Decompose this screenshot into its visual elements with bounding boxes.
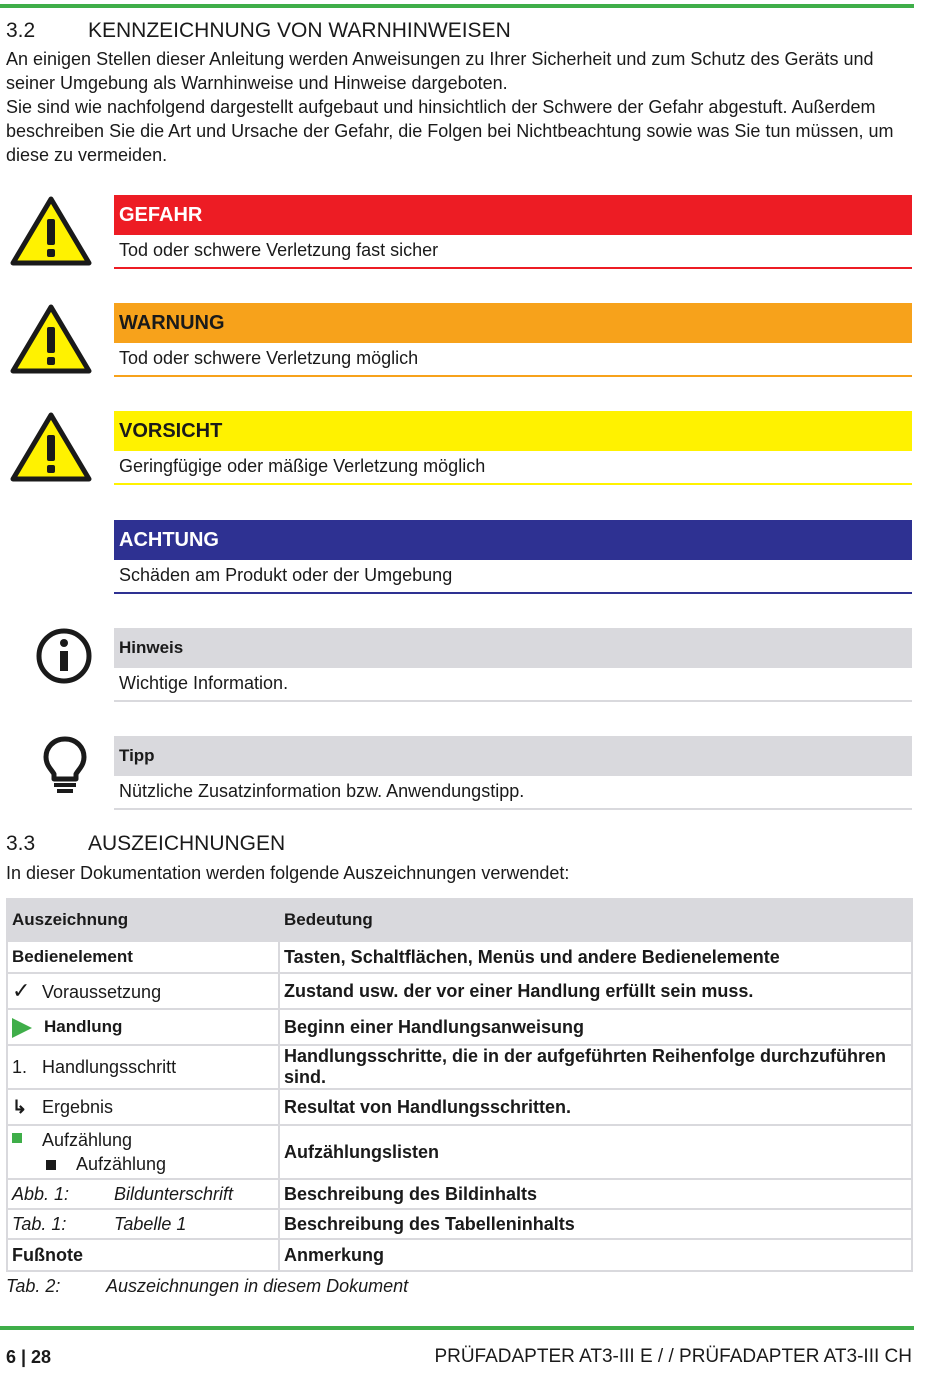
notice-gefahr bbox=[114, 195, 912, 269]
notice-divider bbox=[114, 592, 912, 594]
intro-line: In dieser Dokumentation werden folgende Auszeichnungen verwendet: bbox=[6, 863, 570, 883]
play-triangle-icon bbox=[12, 1018, 32, 1038]
top-rule bbox=[0, 4, 914, 8]
table-row bbox=[7, 1125, 912, 1179]
paragraph-line: An einigen Stellen dieser Anleitung werden Anweisungen zu Ihrer Sicherheit und zum Schutz des Geräts und bbox=[6, 49, 874, 69]
notice-divider bbox=[114, 483, 912, 485]
table-cell: Handlungsschritte, die in der aufgeführten Reihenfolge durchzuführen sind. bbox=[279, 1045, 912, 1089]
section-title: KENNZEICHNUNG VON WARNHINWEISEN bbox=[88, 19, 511, 42]
paragraph-line: Sie sind wie nachfolgend dargestellt aufgebaut und hinsichtlich der Schwere der Gefahr abgestuft. Außerdem bbox=[6, 97, 876, 117]
table-row bbox=[7, 1045, 912, 1089]
caption-label: Tab. 2: bbox=[6, 1276, 61, 1296]
notice-text: Tod oder schwere Verletzung fast sicher bbox=[119, 240, 439, 260]
page-number: 6 | 28 bbox=[6, 1347, 52, 1367]
step-number: 1. bbox=[12, 1056, 28, 1077]
table-cell: Aufzählungslisten bbox=[279, 1125, 912, 1179]
table-cell: Beginn einer Handlungsanweisung bbox=[279, 1009, 912, 1045]
intro-paragraph bbox=[6, 47, 916, 167]
markup-table bbox=[6, 898, 913, 1272]
table-header-cell: Bedeutung bbox=[279, 899, 912, 941]
table-cell bbox=[7, 973, 279, 1009]
notice-vorsicht bbox=[114, 411, 912, 485]
notice-text: Tod oder schwere Verletzung möglich bbox=[119, 348, 419, 368]
notice-divider bbox=[114, 808, 912, 810]
black-bullet-icon bbox=[46, 1160, 56, 1170]
notice-divider bbox=[114, 267, 912, 269]
paragraph-line: diese zu vermeiden. bbox=[6, 145, 168, 165]
cell-label: Handlung bbox=[44, 1017, 123, 1037]
table-cell: Zustand usw. der vor einer Handlung erfüllt sein muss. bbox=[279, 973, 912, 1009]
warning-triangle-icon bbox=[10, 303, 92, 375]
cell-label: Tabelle 1 bbox=[114, 1213, 187, 1234]
table-row bbox=[7, 1239, 912, 1271]
list-level-2 bbox=[12, 1152, 274, 1176]
warning-triangle-icon bbox=[10, 195, 92, 267]
green-bullet-icon bbox=[12, 1133, 22, 1143]
table-cell: Beschreibung des Tabelleninhalts bbox=[279, 1209, 912, 1239]
notice-label: VORSICHT bbox=[114, 411, 912, 451]
cell-label: Bildunterschrift bbox=[114, 1183, 234, 1204]
notice-text: Geringfügige oder mäßige Verletzung möglich bbox=[119, 456, 486, 476]
notice-text: Schäden am Produkt oder der Umgebung bbox=[119, 565, 453, 585]
table-row bbox=[7, 1009, 912, 1045]
notice-label: ACHTUNG bbox=[114, 520, 912, 560]
table-row bbox=[7, 1089, 912, 1125]
notice-divider bbox=[114, 700, 912, 702]
paragraph-line: seiner Umgebung als Warnhinweise und Hinweise dargeboten. bbox=[6, 73, 508, 93]
figure-label: Abb. 1: bbox=[12, 1183, 70, 1204]
table-row bbox=[7, 1179, 912, 1209]
cell-label: Voraussetzung bbox=[42, 982, 162, 1002]
cell-label: Handlungsschritt bbox=[42, 1056, 177, 1077]
paragraph-line: beschreiben Sie die Art und Ursache der Gefahr, die Folgen bei Nichtbeachtung sowie was Sie tun müssen, um bbox=[6, 121, 894, 141]
notice-divider bbox=[114, 375, 912, 377]
table-cell: Tasten, Schaltflächen, Menüs und andere Bedienelemente bbox=[279, 941, 912, 973]
notice-tipp bbox=[114, 736, 912, 810]
notice-hinweis bbox=[114, 628, 912, 702]
notice-text: Nützliche Zusatzinformation bzw. Anwendungstipp. bbox=[119, 781, 525, 801]
lightbulb-icon bbox=[42, 735, 88, 795]
info-icon bbox=[36, 628, 92, 684]
section-number: 3.3 bbox=[6, 832, 36, 855]
table-header-row bbox=[7, 899, 912, 941]
section-number: 3.2 bbox=[6, 19, 36, 42]
warning-triangle-icon bbox=[10, 411, 92, 483]
notice-label: GEFAHR bbox=[114, 195, 912, 235]
table-cell bbox=[7, 1125, 279, 1179]
list-level-1 bbox=[12, 1128, 274, 1152]
table-row bbox=[7, 1209, 912, 1239]
table-cell bbox=[7, 1009, 279, 1045]
checkmark-icon: ✓ bbox=[12, 978, 31, 1003]
cell-label: Aufzählung bbox=[42, 1130, 133, 1150]
table-row bbox=[7, 941, 912, 973]
table-cell: Resultat von Handlungsschritten. bbox=[279, 1089, 912, 1125]
notice-label: WARNUNG bbox=[114, 303, 912, 343]
bottom-rule bbox=[0, 1326, 914, 1330]
table-cell: Anmerkung bbox=[279, 1239, 912, 1271]
table-header-cell: Auszeichnung bbox=[7, 899, 279, 941]
table-cell: Fußnote bbox=[7, 1239, 279, 1271]
section-title: AUSZEICHNUNGEN bbox=[88, 832, 286, 855]
notice-label: Tipp bbox=[114, 736, 912, 776]
result-arrow-icon: ↳ bbox=[12, 1096, 28, 1117]
table-cell: Bedienelement bbox=[7, 941, 279, 973]
section-intro bbox=[6, 861, 916, 885]
table-label: Tab. 1: bbox=[12, 1213, 67, 1234]
document-title: PRÜFADAPTER AT3-III E / / PRÜFADAPTER AT3-III CH bbox=[434, 1346, 912, 1367]
caption-text: Auszeichnungen in diesem Dokument bbox=[106, 1276, 409, 1296]
table-cell bbox=[7, 1179, 279, 1209]
notice-warnung bbox=[114, 303, 912, 377]
table-cell bbox=[7, 1089, 279, 1125]
table-cell bbox=[7, 1209, 279, 1239]
notice-achtung bbox=[114, 520, 912, 594]
table-row bbox=[7, 973, 912, 1009]
notice-label: Hinweis bbox=[114, 628, 912, 668]
table-cell bbox=[7, 1045, 279, 1089]
cell-label: Aufzählung bbox=[76, 1154, 167, 1174]
notice-text: Wichtige Information. bbox=[119, 673, 289, 693]
table-cell: Beschreibung des Bildinhalts bbox=[279, 1179, 912, 1209]
cell-label: Ergebnis bbox=[42, 1096, 114, 1117]
